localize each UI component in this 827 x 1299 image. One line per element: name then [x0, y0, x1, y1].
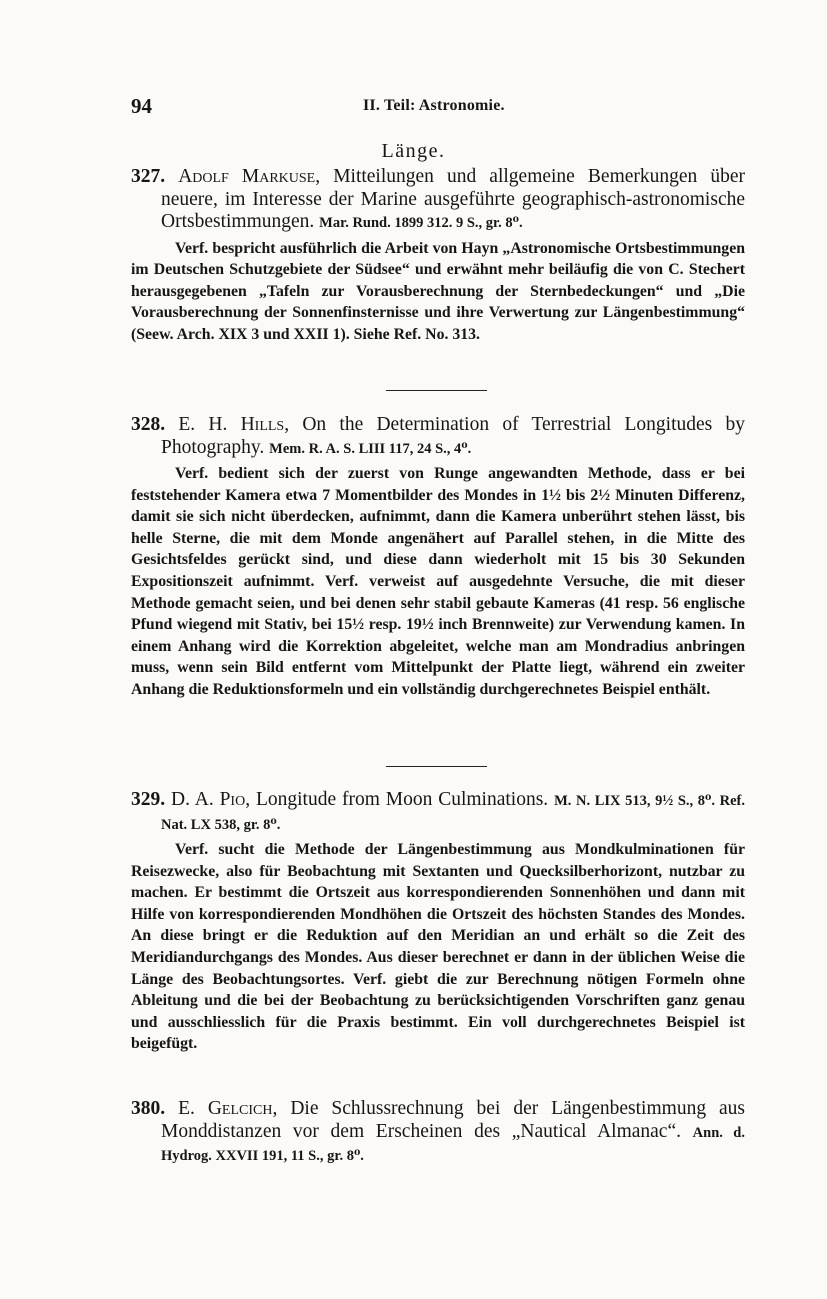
- page-number: 94: [131, 94, 152, 118]
- entry-heading: [131, 166, 745, 235]
- entry-number: 380.: [131, 1098, 166, 1119]
- entry-title: , Die Schlussrechnung bei der Längenbestimmung aus Monddistanzen vor dem Erscheinen des „Nautical Almanac“.: [161, 1098, 746, 1142]
- separator-rule: [386, 390, 487, 391]
- running-head: [131, 94, 743, 118]
- entry-heading: [131, 414, 745, 460]
- separator-rule: [386, 766, 487, 767]
- entry-number: 329.: [131, 789, 166, 810]
- entry-title: , Longitude from Moon Culminations.: [245, 789, 549, 810]
- entry-number: 327.: [131, 166, 166, 187]
- entry-author: E. H. Hills: [178, 414, 285, 435]
- entry-title: , Mitteilungen und allgemeine Bemerkungen über neuere, im Interesse der Marine ausgeführte geographisch-astronomische Ortsbestimmungen.: [161, 166, 745, 232]
- entry-author: Adolf Markuse: [178, 166, 316, 187]
- entry-reference: Mar. Rund. 1899 312. 9 S., gr. 8⁰.: [319, 215, 523, 231]
- entry-abstract: Verf. bedient sich der zuerst von Runge angewandten Methode, dass er bei feststehender Kamera etwa 7 Momentbilder des Mondes in 1½ bis 2½ Minuten Differenz, damit sie sich nicht überdecken, aufnimmt, dann die Kamera unberührt stehen lässt, bis helle Sterne, die mit dem Monde angenähert auf Parallel stehen, in die Mitte des Gesichtsfeldes gerückt sind, und diese dann wiederholt mit 15 bis 30 Sekunden Expositionszeit aufnimmt. Verf. verweist auf ausgedehnte Versuche, die mit dieser Methode gemacht seien, und bei denen sehr stabil gebaute Kameras (41 resp. 56 englische Pfund wiegend mit Stativ, bei 15½ resp. 19½ inch Brennweite) zur Verwendung kamen. In einem Anhang wird die Korrektion abgeleitet, welche man am Mondradius anbringen muss, wenn sein Bild entfernt vom Mittelpunkt der Platte liegt, während ein zweiter Anhang die Reduktionsformeln und ein vollständig durchgerechnetes Beispiel enthält.: [131, 465, 745, 698]
- entry-reference: Ann. d. Hydrog. XXVII 191, 11 S., gr. 8⁰.: [161, 1124, 745, 1164]
- entry-380: [131, 1098, 745, 1168]
- entry-heading: [131, 1098, 745, 1168]
- section-title: Länge.: [381, 140, 446, 162]
- entry-number: 328.: [131, 414, 166, 435]
- entry-heading: [131, 789, 745, 836]
- entry-reference: Mem. R. A. S. LIII 117, 24 S., 4⁰.: [269, 440, 472, 457]
- entry-title: , On the Determination of Terrestrial Longitudes by Photography.: [161, 414, 745, 458]
- entry-327: [131, 166, 745, 345]
- entry-328: [131, 414, 745, 701]
- entry-author: D. A. Pio: [171, 789, 246, 810]
- entry-abstract: Verf. bespricht ausführlich die Arbeit von Hayn „Astronomische Ortsbestimmungen im Deutschen Schutzgebiete der Südsee“ und erwähnt mehr beiläufig die von C. Stechert herausgegebenen „Tafeln zur Vorausberechnung der Sternbedeckungen“ und „Die Vorausberechnung der Sonnenfinsternisse und ihre Verwertung zur Längenbestimmung“ (Seew. Arch. XIX 3 und XXII 1). Siehe Ref. No. 313.: [131, 239, 745, 343]
- part-title: II. Teil: Astronomie.: [363, 97, 505, 114]
- entry-abstract: Verf. sucht die Methode der Längenbestimmung aus Mondkulminationen für Reisezwecke, also für Beobachtung mit Sextanten und Quecksilberhorizont, nutzbar zu machen. Er bestimmt die Ortszeit aus korrespondierenden Sonnenhöhen und dann mit Hilfe von korrespondierenden Mondhöhen die Ortszeit des höchsten Standes des Mondes. An diese bringt er die Reduktion auf den Meridian an und erhält so die Zeit des Meridiandurchgangs des Mondes. Aus dieser berechnet er dann in der üblichen Weise die Länge des Beobachtungsortes. Verf. giebt die zur Berechnung nötigen Formeln ohne Ableitung und die bei der Beobachtung zu berücksichtigenden Vorschriften ganz genau und ausschliesslich für die Praxis bestimmt. Ein voll durchgerechnetes Beispiel ist beigefügt.: [131, 841, 745, 1053]
- entry-author: E. Gelcich: [178, 1098, 273, 1119]
- entry-329: [131, 789, 745, 1055]
- entry-reference: M. N. LIX 513, 9½ S., 8⁰. Ref. Nat. LX 538, gr. 8⁰.: [161, 793, 746, 833]
